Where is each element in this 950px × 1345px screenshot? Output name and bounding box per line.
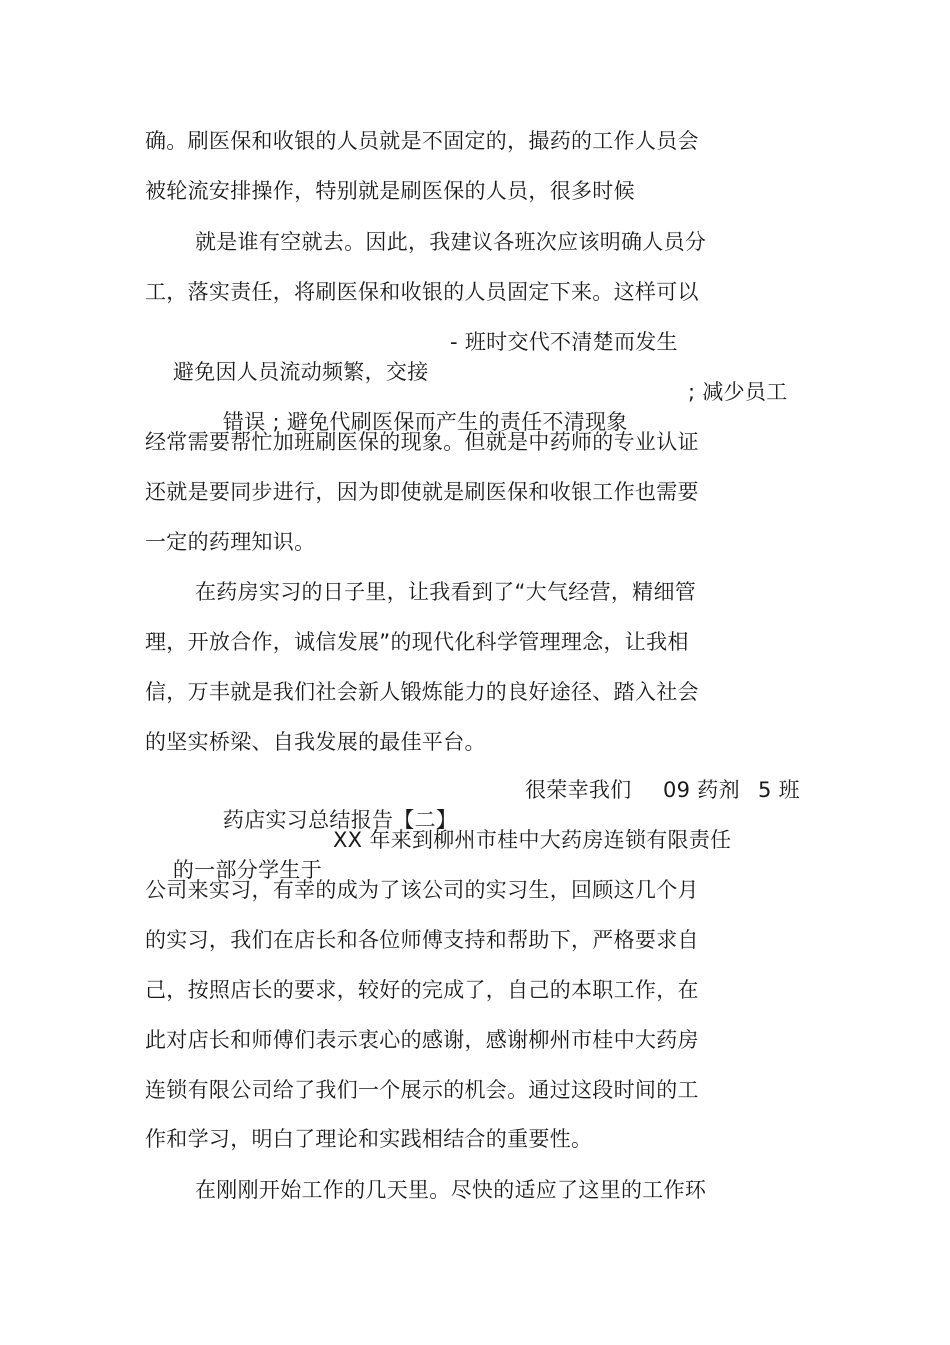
text-line	[195, 775, 800, 832]
text-segment: 的一部分学生于	[172, 858, 323, 882]
text-line: 经常需要帮忙加班刷医保的现象。但就是中药师的专业认证	[145, 430, 699, 454]
text-line: 己，按照店长的要求，较好的完成了，自己的本职工作，在	[145, 978, 699, 1002]
text-line: 就是谁有空就去。因此，我建议各班次应该明确人员分	[195, 230, 707, 254]
text-line: 的实习，我们在店长和各位师傅支持和帮助下，严格要求自	[145, 928, 699, 952]
text-line: 还就是要同步进行，因为即使就是刷医保和收银工作也需要	[145, 480, 699, 504]
text-line	[195, 377, 788, 434]
text-segment: XX 年来到柳州市桂中大药房连锁有限责任	[333, 828, 732, 852]
text-line	[145, 825, 732, 882]
text-line: 理，开放合作，诚信发展”的现代化科学管理理念，让我相	[145, 630, 689, 654]
text-line: 的坚实桥梁、自我发展的最佳平台。	[145, 730, 486, 754]
text-line: 在刚刚开始工作的几天里。尽快的适应了这里的工作环	[195, 1178, 707, 1202]
text-segment: 5 班	[758, 778, 800, 802]
section-heading: 药店实习总结报告【二】	[222, 808, 458, 832]
text-segment: - 班时交代不清楚而发生	[450, 330, 678, 354]
text-line: 确。刷医保和收银的人员就是不固定的，撮药的工作人员会	[145, 129, 699, 153]
text-segment: 很荣幸我们	[525, 778, 632, 802]
text-line: 工，落实责任，将刷医保和收银的人员固定下来。这样可以	[145, 280, 699, 304]
text-segment: ; 减少员工	[688, 380, 788, 404]
text-line: 在药房实习的日子里，让我看到了“大气经营，精细管	[195, 580, 697, 604]
text-line: 一定的药理知识。	[145, 530, 316, 554]
text-line: 此对店长和师傅们表示衷心的感谢，感谢柳州市桂中大药房	[145, 1028, 699, 1052]
text-line: 信，万丰就是我们社会新人锻炼能力的良好途径、踏入社会	[145, 680, 699, 704]
text-line: 被轮流安排操作，特别就是刷医保的人员，很多时候	[145, 179, 635, 203]
text-line: 连锁有限公司给了我们一个展示的机会。通过这段时间的工	[145, 1078, 699, 1102]
text-line: 作和学习，明白了理论和实践相结合的重要性。	[145, 1127, 593, 1151]
text-segment: 错误 ; 避免代刷医保而产生的责任不清现象	[222, 410, 628, 434]
text-line	[145, 327, 678, 384]
text-segment: 避免因人员流动频繁，交接	[172, 360, 429, 384]
text-segment: 09 药剂	[663, 778, 740, 802]
text-line: 公司来实习，有幸的成为了该公司的实习生，回顾这几个月	[145, 878, 699, 902]
